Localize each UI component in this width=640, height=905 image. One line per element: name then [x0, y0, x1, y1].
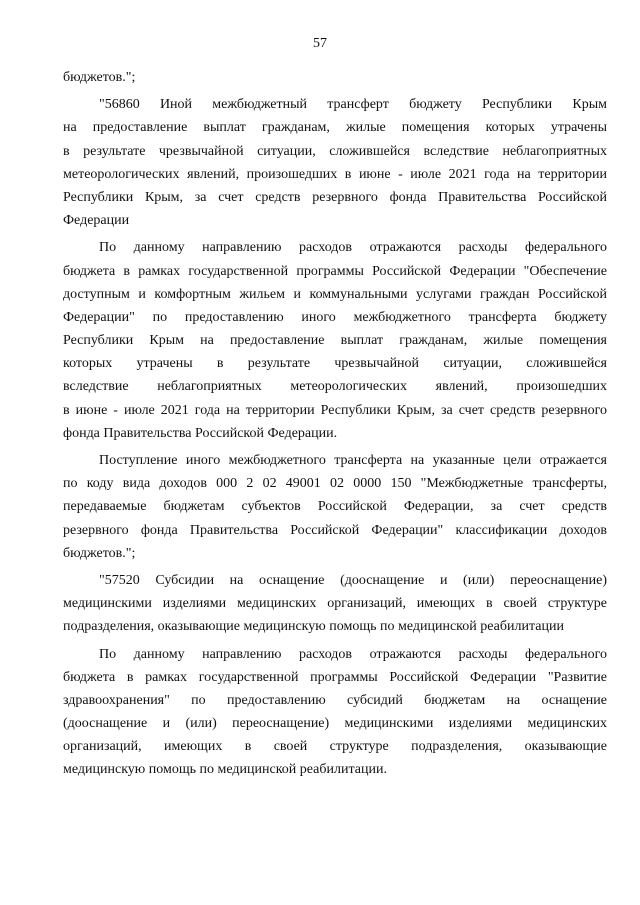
- text-line: По данному направлению расходов отражаются расходы федерального: [99, 240, 607, 256]
- paragraph-code-57520-heading: [63, 569, 607, 639]
- document-body: [63, 66, 607, 782]
- text-line: передаваемые бюджетам субъектов Российской Федерации, за счет средств: [63, 499, 607, 515]
- text-line: "56860 Иной межбюджетный трансферт бюджету Республики Крым: [99, 97, 607, 113]
- text-line: бюджетов.";: [63, 545, 136, 561]
- text-line: подразделения, оказывающие медицинскую помощь по медицинской реабилитации: [63, 619, 564, 635]
- text-line: бюджета в рамках государственной программы Российской Федерации "Развитие: [63, 669, 607, 685]
- text-line: бюджета в рамках государственной программы Российской Федерации "Обеспечение: [63, 263, 607, 279]
- text-line: медицинскими изделиями медицинских организаций, имеющих в своей структуре: [63, 596, 607, 612]
- text-line: (дооснащение и (или) переоснащение) медицинскими изделиями медицинских: [63, 716, 607, 732]
- text-line: в июне - июле 2021 года на территории Республики Крым, за счет средств резервного: [63, 402, 607, 418]
- paragraph-57520-description: [63, 643, 607, 782]
- text-line: По данному направлению расходов отражаются расходы федерального: [99, 646, 607, 662]
- text-line: метеорологических явлений, произошедших в июне - июле 2021 года на территории: [63, 166, 607, 182]
- text-line: Республики Крым, за счет средств резервного фонда Правительства Российской: [63, 189, 607, 205]
- text-line: Поступление иного межбюджетного трансферта на указанные цели отражается: [99, 453, 607, 468]
- page-number: 57: [313, 36, 327, 51]
- text-line: организаций, имеющих в своей структуре подразделения, оказывающие: [63, 739, 607, 755]
- text-line: Федерации: [63, 213, 130, 229]
- text-line: бюджетов.";: [63, 70, 136, 85]
- text-line: резервного фонда Правительства Российской Федерации" классификации доходов: [63, 522, 607, 538]
- text-line: доступным и комфортным жильем и коммунальными услугами граждан Российской: [63, 286, 607, 302]
- text-line: Республики Крым на предоставление выплат гражданам, жилые помещения: [63, 333, 607, 349]
- paragraph-code-56860-heading: [63, 93, 607, 232]
- text-line: здравоохранения" по предоставлению субсидий бюджетам на оснащение: [63, 692, 607, 708]
- text-line: "57520 Субсидии на оснащение (дооснащение и (или) переоснащение): [99, 572, 607, 588]
- paragraph-56860-revenue: [63, 449, 607, 565]
- text-line: которых утрачены в результате чрезвычайной ситуации, сложившейся: [63, 356, 607, 372]
- text-line: вследствие неблагоприятных метеорологических явлений, произошедших: [63, 379, 607, 395]
- paragraph-56860-description: [63, 236, 607, 445]
- text-line: на предоставление выплат гражданам, жилые помещения которых утрачены: [63, 120, 607, 136]
- text-line: по коду вида доходов 000 2 02 49001 02 0000 150 "Межбюджетные трансферты,: [63, 476, 607, 492]
- text-line: в результате чрезвычайной ситуации, сложившейся вследствие неблагоприятных: [63, 143, 607, 159]
- paragraph-continuation: [63, 66, 607, 89]
- text-line: медицинскую помощь по медицинской реабилитации.: [63, 762, 387, 778]
- text-line: фонда Правительства Российской Федерации.: [63, 425, 338, 441]
- text-line: Федерации" по предоставлению иного межбюджетного трансферта бюджету: [63, 309, 607, 325]
